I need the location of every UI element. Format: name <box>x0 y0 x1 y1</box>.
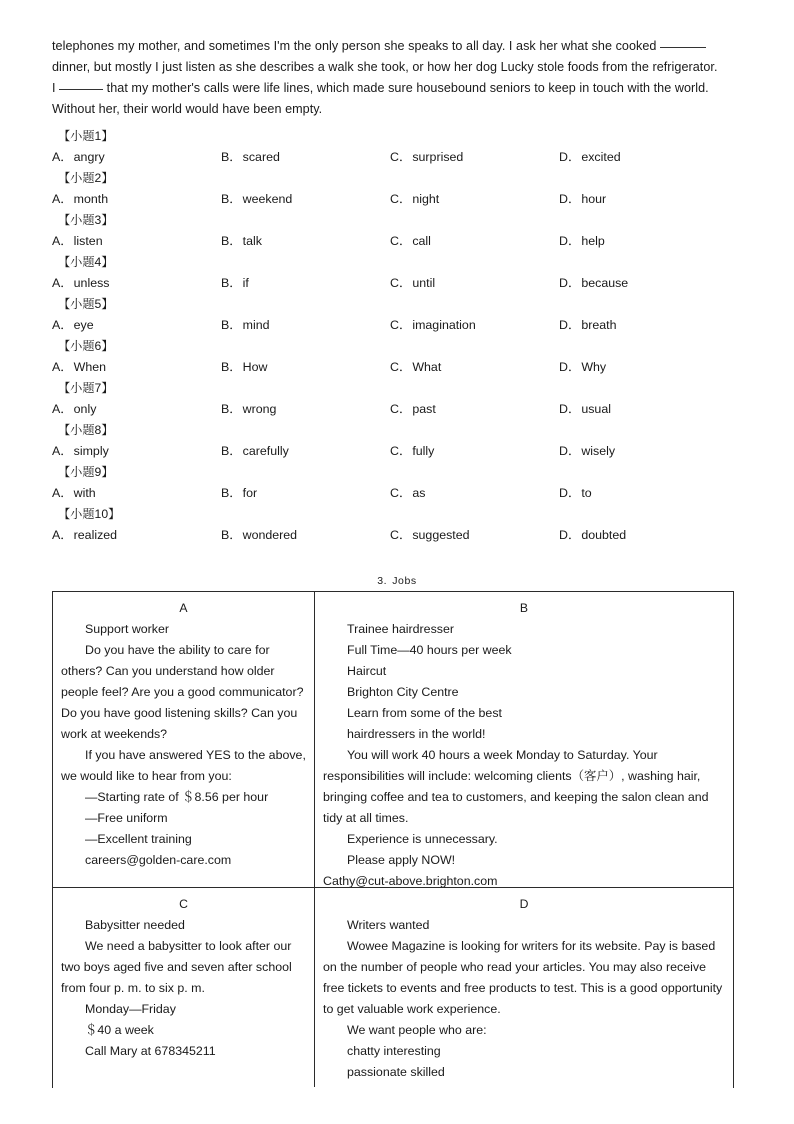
job-label-d: D <box>519 897 529 911</box>
option-b[interactable]: B．mind <box>221 318 270 332</box>
option-letter: C <box>390 360 399 374</box>
option-b[interactable]: B．wondered <box>221 528 298 542</box>
question-tag: 【小题6】 <box>58 339 114 353</box>
option-text: breath <box>581 318 617 332</box>
option-text: eye <box>73 318 94 332</box>
question-options <box>52 231 742 252</box>
job-ad-b <box>315 592 733 887</box>
job-line: If you have answered YES to the above, we would like to hear from you: <box>61 748 306 783</box>
job-line: —Excellent training <box>85 832 192 846</box>
option-letter: C <box>390 402 399 416</box>
option-c[interactable]: C．as <box>390 486 426 500</box>
option-letter: B <box>221 234 230 248</box>
option-a[interactable]: A．When <box>52 360 107 374</box>
option-a[interactable]: A．angry <box>52 150 105 164</box>
passage-line <box>52 36 738 57</box>
fill-in-blank[interactable] <box>660 37 706 48</box>
option-letter: B <box>221 150 230 164</box>
section-title: Jobs <box>392 575 417 587</box>
option-d[interactable]: D．hour <box>559 192 607 206</box>
question-options <box>52 189 742 210</box>
question-list <box>52 126 742 546</box>
job-ad-d <box>315 888 733 1087</box>
option-c[interactable]: C．until <box>390 276 436 290</box>
job-line: —Starting rate of ＄8.56 per hour <box>85 790 269 804</box>
job-line: Full Time—40 hours per week <box>347 643 512 657</box>
option-b[interactable]: B．talk <box>221 234 262 248</box>
job-line: Support worker <box>85 622 170 636</box>
option-text: for <box>242 486 258 500</box>
job-line: Monday—Friday <box>85 1002 176 1016</box>
option-text: call <box>412 234 431 248</box>
option-text: weekend <box>242 192 293 206</box>
option-letter: C <box>390 528 399 542</box>
question-block <box>52 168 742 210</box>
option-text: wrong <box>242 402 277 416</box>
option-a[interactable]: A．with <box>52 486 96 500</box>
option-text: month <box>73 192 109 206</box>
question-tag: 【小题9】 <box>58 465 114 479</box>
option-letter: A <box>52 402 61 416</box>
question-options <box>52 399 742 420</box>
option-letter: D <box>559 360 568 374</box>
option-b[interactable]: B．How <box>221 360 268 374</box>
job-label-b: B <box>519 601 529 615</box>
option-letter: D <box>559 444 568 458</box>
option-letter: B <box>221 318 230 332</box>
option-text: What <box>412 360 442 374</box>
option-letter: C <box>390 234 399 248</box>
option-c[interactable]: C．call <box>390 234 431 248</box>
option-letter: D <box>559 276 568 290</box>
option-a[interactable]: A．eye <box>52 318 94 332</box>
option-letter: A <box>52 276 61 290</box>
option-text: mind <box>242 318 270 332</box>
job-line: —Free uniform <box>85 811 168 825</box>
option-text: doubted <box>581 528 627 542</box>
option-a[interactable]: A．month <box>52 192 109 206</box>
job-line: Please apply NOW! <box>347 853 456 867</box>
question-block <box>52 252 742 294</box>
job-ad-c <box>53 888 315 1087</box>
option-d[interactable]: D．wisely <box>559 444 616 458</box>
option-letter: D <box>559 402 568 416</box>
job-line: Do you have the ability to care for others? Can you understand how older people feel? Are you a good communicator? Do you have good listening skills? Can you work at weekends? <box>61 643 304 741</box>
option-text: When <box>73 360 107 374</box>
option-letter: D <box>559 150 568 164</box>
job-label-c: C <box>179 897 188 911</box>
option-text: if <box>242 276 249 290</box>
option-c[interactable]: C．What <box>390 360 442 374</box>
option-text: simply <box>73 444 109 458</box>
option-b[interactable]: B．carefully <box>221 444 289 458</box>
option-letter: A <box>52 528 61 542</box>
option-text: suggested <box>412 528 470 542</box>
question-tag: 【小题1】 <box>58 129 114 143</box>
option-letter: B <box>221 276 230 290</box>
question-tag: 【小题2】 <box>58 171 114 185</box>
option-letter: B <box>221 486 230 500</box>
option-b[interactable]: B．for <box>221 486 258 500</box>
question-tag: 【小题10】 <box>58 507 121 521</box>
question-block <box>52 378 742 420</box>
passage-line <box>52 99 738 120</box>
passage-text: dinner, but mostly I just listen as she describes a walk she took, or how her dog Lucky stole foods from the refrigerator. <box>52 60 718 74</box>
option-text: unless <box>73 276 110 290</box>
option-letter: A <box>52 360 61 374</box>
option-text: realized <box>73 528 118 542</box>
job-line: chatty interesting <box>347 1044 441 1058</box>
option-a[interactable]: A．only <box>52 402 97 416</box>
option-text: carefully <box>242 444 289 458</box>
question-options <box>52 315 742 336</box>
option-text: wisely <box>581 444 616 458</box>
option-b[interactable]: B．if <box>221 276 249 290</box>
option-d[interactable]: D．breath <box>559 318 617 332</box>
option-text: help <box>581 234 605 248</box>
option-letter: D <box>559 318 568 332</box>
question-options <box>52 483 742 504</box>
option-letter: B <box>221 360 230 374</box>
question-block <box>52 336 742 378</box>
option-text: wondered <box>242 528 298 542</box>
option-letter: C <box>390 444 399 458</box>
table-row <box>53 888 733 1087</box>
question-tag: 【小题3】 <box>58 213 114 227</box>
option-d[interactable]: D．Why <box>559 360 607 374</box>
option-letter: A <box>52 444 61 458</box>
option-text: talk <box>242 234 262 248</box>
option-text: to <box>581 486 592 500</box>
job-email-a[interactable]: careers@golden-care.com <box>85 853 232 867</box>
option-letter: D <box>559 234 568 248</box>
question-block <box>52 462 742 504</box>
option-text: surprised <box>412 150 464 164</box>
option-letter: B <box>221 444 230 458</box>
passage-text: I <box>52 81 60 95</box>
job-line: We want people who are: <box>347 1023 487 1037</box>
job-line: passionate skilled <box>347 1065 445 1079</box>
question-block <box>52 294 742 336</box>
option-text: excited <box>581 150 621 164</box>
option-text: Why <box>581 360 607 374</box>
option-a[interactable]: A．realized <box>52 528 118 542</box>
passage-text: that my mother's calls were life lines, which made sure housebound seniors to keep in touch with the world. <box>103 81 709 95</box>
job-label-a: A <box>179 601 188 615</box>
passage-text: telephones my mother, and sometimes I'm the only person she speaks to all day. I ask her what she cooked <box>52 39 661 53</box>
passage-line <box>52 57 738 78</box>
option-text: imagination <box>412 318 476 332</box>
question-tag: 【小题8】 <box>58 423 114 437</box>
option-d[interactable]: D．to <box>559 486 592 500</box>
option-text: until <box>412 276 436 290</box>
question-options <box>52 357 742 378</box>
option-letter: A <box>52 192 61 206</box>
option-letter: D <box>559 192 568 206</box>
option-b[interactable]: B．weekend <box>221 192 293 206</box>
option-text: angry <box>73 150 105 164</box>
option-d[interactable]: D．usual <box>559 402 611 416</box>
question-block <box>52 504 742 546</box>
option-text: How <box>242 360 268 374</box>
option-c[interactable]: C．suggested <box>390 528 470 542</box>
table-row <box>53 592 733 888</box>
question-tag: 【小题4】 <box>58 255 114 269</box>
fill-in-blank[interactable] <box>59 79 103 90</box>
option-c[interactable]: C．fully <box>390 444 435 458</box>
option-text: scared <box>242 150 280 164</box>
option-letter: C <box>390 486 399 500</box>
question-block <box>52 126 742 168</box>
job-line: You will work 40 hours a week Monday to Saturday. Your responsibilities will include: welcoming clients（客户）, washing hair, bringing coffee and tea to customers, and keeping the salon clean and tidy at all times. <box>323 748 709 825</box>
option-a[interactable]: A．listen <box>52 234 103 248</box>
question-block <box>52 420 742 462</box>
option-text: because <box>581 276 629 290</box>
option-letter: A <box>52 318 61 332</box>
option-letter: D <box>559 486 568 500</box>
option-text: hour <box>581 192 607 206</box>
option-letter: D <box>559 528 568 542</box>
option-a[interactable]: A．simply <box>52 444 109 458</box>
option-letter: C <box>390 276 399 290</box>
job-line: Trainee hairdresser <box>347 622 454 636</box>
option-text: only <box>73 402 97 416</box>
cloze-passage <box>52 36 738 120</box>
option-c[interactable]: C．night <box>390 192 440 206</box>
section-number: 3. <box>377 575 388 587</box>
option-d[interactable]: D．excited <box>559 150 621 164</box>
option-b[interactable]: B．scared <box>221 150 280 164</box>
question-options <box>52 525 742 546</box>
question-options <box>52 441 742 462</box>
section-heading <box>0 574 794 588</box>
job-line: Brighton City Centre <box>347 685 459 699</box>
job-line: Experience is unnecessary. <box>347 832 498 846</box>
job-line: Haircut <box>347 664 387 678</box>
question-options <box>52 147 742 168</box>
option-d[interactable]: D．help <box>559 234 605 248</box>
question-options <box>52 273 742 294</box>
option-text: fully <box>412 444 435 458</box>
job-line: Writers wanted <box>347 918 430 932</box>
option-letter: A <box>52 150 61 164</box>
job-line: Babysitter needed <box>85 918 185 932</box>
option-letter: C <box>390 150 399 164</box>
job-line: We need a babysitter to look after our two boys aged five and seven after school from four p. m. to six p. m. <box>61 939 292 995</box>
option-text: usual <box>581 402 611 416</box>
option-letter: C <box>390 192 399 206</box>
option-letter: B <box>221 192 230 206</box>
option-c[interactable]: C．past <box>390 402 436 416</box>
passage-line <box>52 78 738 99</box>
option-letter: A <box>52 234 61 248</box>
option-text: with <box>73 486 96 500</box>
option-a[interactable]: A．unless <box>52 276 110 290</box>
option-d[interactable]: D．doubted <box>559 528 627 542</box>
question-tag: 【小题7】 <box>58 381 114 395</box>
option-letter: B <box>221 528 230 542</box>
passage-text: Without her, their world would have been empty. <box>52 102 323 116</box>
job-email-b[interactable]: Cathy@cut-above.brighton.com <box>323 874 498 887</box>
job-line: Wowee Magazine is looking for writers for its website. Pay is based on the number of people who read your articles. You may also receive free tickets to events and free products to test. This is a good opportunity to get valuable work experience. <box>323 939 723 1016</box>
question-block <box>52 210 742 252</box>
job-line: ＄40 a week <box>85 1023 154 1037</box>
option-d[interactable]: D．because <box>559 276 629 290</box>
option-letter: A <box>52 486 61 500</box>
option-text: past <box>412 402 436 416</box>
option-text: as <box>412 486 426 500</box>
option-c[interactable]: C．imagination <box>390 318 476 332</box>
jobs-table <box>52 591 734 1088</box>
job-line: hairdressers in the world! <box>347 727 486 741</box>
option-text: listen <box>73 234 103 248</box>
option-text: night <box>412 192 440 206</box>
option-letter: B <box>221 402 230 416</box>
option-c[interactable]: C．surprised <box>390 150 464 164</box>
job-line: Learn from some of the best <box>347 706 502 720</box>
question-tag: 【小题5】 <box>58 297 114 311</box>
option-b[interactable]: B．wrong <box>221 402 277 416</box>
job-ad-a <box>53 592 315 887</box>
option-letter: C <box>390 318 399 332</box>
job-phone-c: Call Mary at 678345211 <box>85 1044 216 1058</box>
